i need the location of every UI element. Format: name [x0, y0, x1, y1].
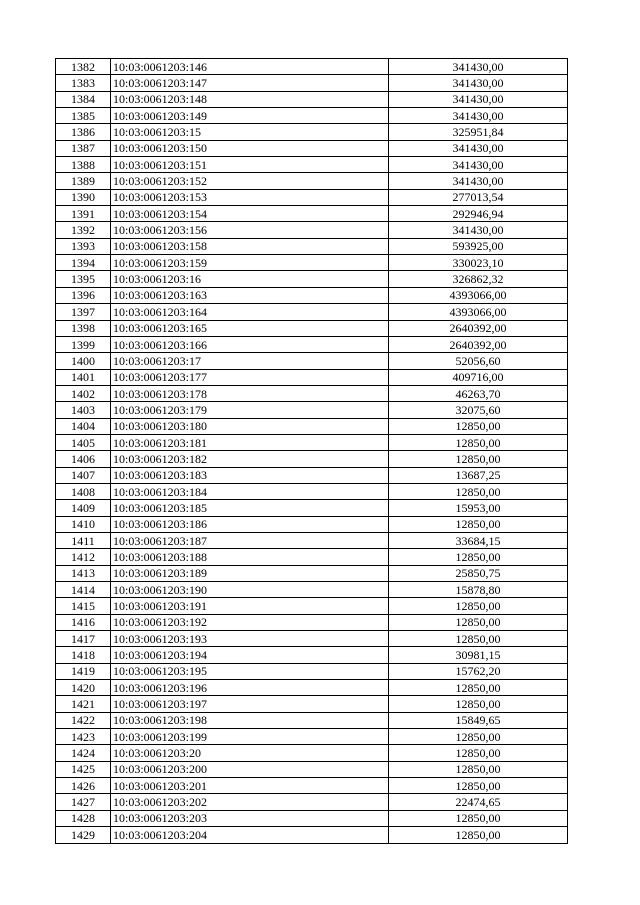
- cadastral-number-cell: 10:03:0061203:188: [111, 549, 389, 565]
- cadastral-value-cell: 52056,60: [389, 353, 568, 369]
- cadastral-number-cell: 10:03:0061203:204: [111, 827, 389, 843]
- table-row: [56, 434, 568, 450]
- table-row: [56, 189, 568, 205]
- table-row: [56, 745, 568, 761]
- table-row: [56, 287, 568, 303]
- cadastral-value-cell: 4393066,00: [389, 287, 568, 303]
- cadastral-value-cell: 12850,00: [389, 598, 568, 614]
- cadastral-number-cell: 10:03:0061203:193: [111, 631, 389, 647]
- cadastral-number-cell: 10:03:0061203:154: [111, 206, 389, 222]
- row-number-cell: 1387: [56, 140, 111, 156]
- table-row: [56, 75, 568, 91]
- row-number-cell: 1410: [56, 516, 111, 532]
- cadastral-number-cell: 10:03:0061203:159: [111, 255, 389, 271]
- row-number-cell: 1429: [56, 827, 111, 843]
- table-row: [56, 402, 568, 418]
- cadastral-number-cell: 10:03:0061203:166: [111, 336, 389, 352]
- cadastral-number-cell: 10:03:0061203:197: [111, 696, 389, 712]
- cadastral-value-cell: 30981,15: [389, 647, 568, 663]
- cadastral-value-cell: 12850,00: [389, 778, 568, 794]
- row-number-cell: 1394: [56, 255, 111, 271]
- table-row: [56, 598, 568, 614]
- row-number-cell: 1390: [56, 189, 111, 205]
- cadastral-number-cell: 10:03:0061203:190: [111, 582, 389, 598]
- row-number-cell: 1389: [56, 173, 111, 189]
- cadastral-value-cell: 593925,00: [389, 238, 568, 254]
- table-row: [56, 565, 568, 581]
- table-row: [56, 680, 568, 696]
- table-row: [56, 810, 568, 826]
- cadastral-value-cell: 22474,65: [389, 794, 568, 810]
- row-number-cell: 1427: [56, 794, 111, 810]
- row-number-cell: 1388: [56, 157, 111, 173]
- row-number-cell: 1424: [56, 745, 111, 761]
- cadastral-number-cell: 10:03:0061203:203: [111, 810, 389, 826]
- table-row: [56, 206, 568, 222]
- cadastral-number-cell: 10:03:0061203:148: [111, 91, 389, 107]
- cadastral-value-cell: 4393066,00: [389, 304, 568, 320]
- cadastral-number-cell: 10:03:0061203:181: [111, 434, 389, 450]
- row-number-cell: 1401: [56, 369, 111, 385]
- cadastral-number-cell: 10:03:0061203:182: [111, 451, 389, 467]
- cadastral-number-cell: 10:03:0061203:158: [111, 238, 389, 254]
- cadastral-value-cell: 12850,00: [389, 745, 568, 761]
- cadastral-number-cell: 10:03:0061203:201: [111, 778, 389, 794]
- table-row: [56, 794, 568, 810]
- cadastral-value-cell: 12850,00: [389, 483, 568, 499]
- cadastral-value-cell: 277013,54: [389, 189, 568, 205]
- cadastral-value-cell: 12850,00: [389, 729, 568, 745]
- row-number-cell: 1423: [56, 729, 111, 745]
- cadastral-value-cell: 15849,65: [389, 712, 568, 728]
- cadastral-value-cell: 292946,94: [389, 206, 568, 222]
- cadastral-number-cell: 10:03:0061203:184: [111, 483, 389, 499]
- row-number-cell: 1414: [56, 582, 111, 598]
- table-row: [56, 222, 568, 238]
- cadastral-number-cell: 10:03:0061203:199: [111, 729, 389, 745]
- row-number-cell: 1409: [56, 500, 111, 516]
- row-number-cell: 1421: [56, 696, 111, 712]
- row-number-cell: 1404: [56, 418, 111, 434]
- cadastral-value-cell: 12850,00: [389, 434, 568, 450]
- cadastral-number-cell: 10:03:0061203:147: [111, 75, 389, 91]
- cadastral-value-cell: 12850,00: [389, 810, 568, 826]
- table-row: [56, 140, 568, 156]
- table-row: [56, 238, 568, 254]
- row-number-cell: 1396: [56, 287, 111, 303]
- table-row: [56, 696, 568, 712]
- table-row: [56, 778, 568, 794]
- table-row: [56, 500, 568, 516]
- table-row: [56, 353, 568, 369]
- table-row: [56, 549, 568, 565]
- row-number-cell: 1408: [56, 483, 111, 499]
- table-row: [56, 712, 568, 728]
- table-row: [56, 631, 568, 647]
- row-number-cell: 1425: [56, 761, 111, 777]
- table-row: [56, 663, 568, 679]
- cadastral-value-cell: 330023,10: [389, 255, 568, 271]
- cadastral-value-cell: 341430,00: [389, 173, 568, 189]
- table-row: [56, 108, 568, 124]
- row-number-cell: 1420: [56, 680, 111, 696]
- table-row: [56, 761, 568, 777]
- cadastral-value-cell: 15762,20: [389, 663, 568, 679]
- row-number-cell: 1417: [56, 631, 111, 647]
- row-number-cell: 1426: [56, 778, 111, 794]
- row-number-cell: 1402: [56, 385, 111, 401]
- row-number-cell: 1399: [56, 336, 111, 352]
- cadastral-number-cell: 10:03:0061203:149: [111, 108, 389, 124]
- table-row: [56, 336, 568, 352]
- table-row: [56, 827, 568, 843]
- cadastral-number-cell: 10:03:0061203:17: [111, 353, 389, 369]
- cadastral-value-cell: 12850,00: [389, 696, 568, 712]
- cadastral-number-cell: 10:03:0061203:185: [111, 500, 389, 516]
- cadastral-number-cell: 10:03:0061203:146: [111, 59, 389, 75]
- row-number-cell: 1384: [56, 91, 111, 107]
- cadastral-value-cell: 341430,00: [389, 157, 568, 173]
- table-row: [56, 418, 568, 434]
- table-row: [56, 173, 568, 189]
- cadastral-value-table: [55, 58, 568, 844]
- table-body: [56, 59, 568, 844]
- table-row: [56, 451, 568, 467]
- row-number-cell: 1418: [56, 647, 111, 663]
- cadastral-value-cell: 12850,00: [389, 549, 568, 565]
- cadastral-number-cell: 10:03:0061203:163: [111, 287, 389, 303]
- cadastral-value-cell: 12850,00: [389, 418, 568, 434]
- table-row: [56, 59, 568, 75]
- cadastral-value-cell: 12850,00: [389, 614, 568, 630]
- cadastral-number-cell: 10:03:0061203:191: [111, 598, 389, 614]
- cadastral-value-cell: 341430,00: [389, 222, 568, 238]
- cadastral-value-cell: 12850,00: [389, 761, 568, 777]
- cadastral-value-cell: 325951,84: [389, 124, 568, 140]
- table-row: [56, 271, 568, 287]
- cadastral-number-cell: 10:03:0061203:179: [111, 402, 389, 418]
- row-number-cell: 1400: [56, 353, 111, 369]
- table-row: [56, 320, 568, 336]
- table-row: [56, 516, 568, 532]
- row-number-cell: 1395: [56, 271, 111, 287]
- cadastral-value-cell: 341430,00: [389, 91, 568, 107]
- cadastral-number-cell: 10:03:0061203:15: [111, 124, 389, 140]
- row-number-cell: 1419: [56, 663, 111, 679]
- cadastral-value-cell: 15953,00: [389, 500, 568, 516]
- cadastral-number-cell: 10:03:0061203:20: [111, 745, 389, 761]
- cadastral-number-cell: 10:03:0061203:177: [111, 369, 389, 385]
- cadastral-value-cell: 33684,15: [389, 532, 568, 548]
- row-number-cell: 1385: [56, 108, 111, 124]
- cadastral-number-cell: 10:03:0061203:153: [111, 189, 389, 205]
- cadastral-value-cell: 341430,00: [389, 140, 568, 156]
- row-number-cell: 1386: [56, 124, 111, 140]
- table-row: [56, 467, 568, 483]
- table-row: [56, 385, 568, 401]
- cadastral-number-cell: 10:03:0061203:178: [111, 385, 389, 401]
- cadastral-value-cell: 25850,75: [389, 565, 568, 581]
- row-number-cell: 1382: [56, 59, 111, 75]
- cadastral-number-cell: 10:03:0061203:152: [111, 173, 389, 189]
- table-row: [56, 255, 568, 271]
- cadastral-value-cell: 12850,00: [389, 827, 568, 843]
- cadastral-value-cell: 46263,70: [389, 385, 568, 401]
- cadastral-value-cell: 2640392,00: [389, 320, 568, 336]
- cadastral-number-cell: 10:03:0061203:150: [111, 140, 389, 156]
- cadastral-number-cell: 10:03:0061203:16: [111, 271, 389, 287]
- cadastral-number-cell: 10:03:0061203:192: [111, 614, 389, 630]
- cadastral-number-cell: 10:03:0061203:186: [111, 516, 389, 532]
- row-number-cell: 1411: [56, 532, 111, 548]
- cadastral-number-cell: 10:03:0061203:187: [111, 532, 389, 548]
- row-number-cell: 1416: [56, 614, 111, 630]
- row-number-cell: 1383: [56, 75, 111, 91]
- table-row: [56, 729, 568, 745]
- row-number-cell: 1413: [56, 565, 111, 581]
- cadastral-number-cell: 10:03:0061203:195: [111, 663, 389, 679]
- cadastral-number-cell: 10:03:0061203:200: [111, 761, 389, 777]
- cadastral-value-cell: 12850,00: [389, 516, 568, 532]
- cadastral-value-cell: 341430,00: [389, 59, 568, 75]
- row-number-cell: 1393: [56, 238, 111, 254]
- cadastral-number-cell: 10:03:0061203:156: [111, 222, 389, 238]
- row-number-cell: 1406: [56, 451, 111, 467]
- cadastral-number-cell: 10:03:0061203:183: [111, 467, 389, 483]
- row-number-cell: 1392: [56, 222, 111, 238]
- cadastral-value-cell: 341430,00: [389, 75, 568, 91]
- row-number-cell: 1415: [56, 598, 111, 614]
- row-number-cell: 1403: [56, 402, 111, 418]
- table-row: [56, 647, 568, 663]
- row-number-cell: 1397: [56, 304, 111, 320]
- cadastral-value-cell: 326862,32: [389, 271, 568, 287]
- table-row: [56, 369, 568, 385]
- cadastral-value-cell: 409716,00: [389, 369, 568, 385]
- cadastral-value-cell: 12850,00: [389, 680, 568, 696]
- cadastral-number-cell: 10:03:0061203:165: [111, 320, 389, 336]
- cadastral-value-cell: 32075,60: [389, 402, 568, 418]
- row-number-cell: 1398: [56, 320, 111, 336]
- cadastral-number-cell: 10:03:0061203:196: [111, 680, 389, 696]
- row-number-cell: 1391: [56, 206, 111, 222]
- row-number-cell: 1407: [56, 467, 111, 483]
- table-row: [56, 614, 568, 630]
- table-row: [56, 532, 568, 548]
- cadastral-number-cell: 10:03:0061203:164: [111, 304, 389, 320]
- cadastral-value-cell: 15878,80: [389, 582, 568, 598]
- table-row: [56, 157, 568, 173]
- row-number-cell: 1422: [56, 712, 111, 728]
- table-row: [56, 582, 568, 598]
- cadastral-number-cell: 10:03:0061203:194: [111, 647, 389, 663]
- table-row: [56, 91, 568, 107]
- row-number-cell: 1405: [56, 434, 111, 450]
- cadastral-number-cell: 10:03:0061203:189: [111, 565, 389, 581]
- cadastral-value-cell: 12850,00: [389, 451, 568, 467]
- cadastral-number-cell: 10:03:0061203:151: [111, 157, 389, 173]
- row-number-cell: 1428: [56, 810, 111, 826]
- cadastral-value-cell: 12850,00: [389, 631, 568, 647]
- table-row: [56, 124, 568, 140]
- table-row: [56, 304, 568, 320]
- cadastral-value-cell: 341430,00: [389, 108, 568, 124]
- table-row: [56, 483, 568, 499]
- row-number-cell: 1412: [56, 549, 111, 565]
- cadastral-number-cell: 10:03:0061203:202: [111, 794, 389, 810]
- cadastral-value-cell: 13687,25: [389, 467, 568, 483]
- cadastral-number-cell: 10:03:0061203:180: [111, 418, 389, 434]
- cadastral-number-cell: 10:03:0061203:198: [111, 712, 389, 728]
- cadastral-value-cell: 2640392,00: [389, 336, 568, 352]
